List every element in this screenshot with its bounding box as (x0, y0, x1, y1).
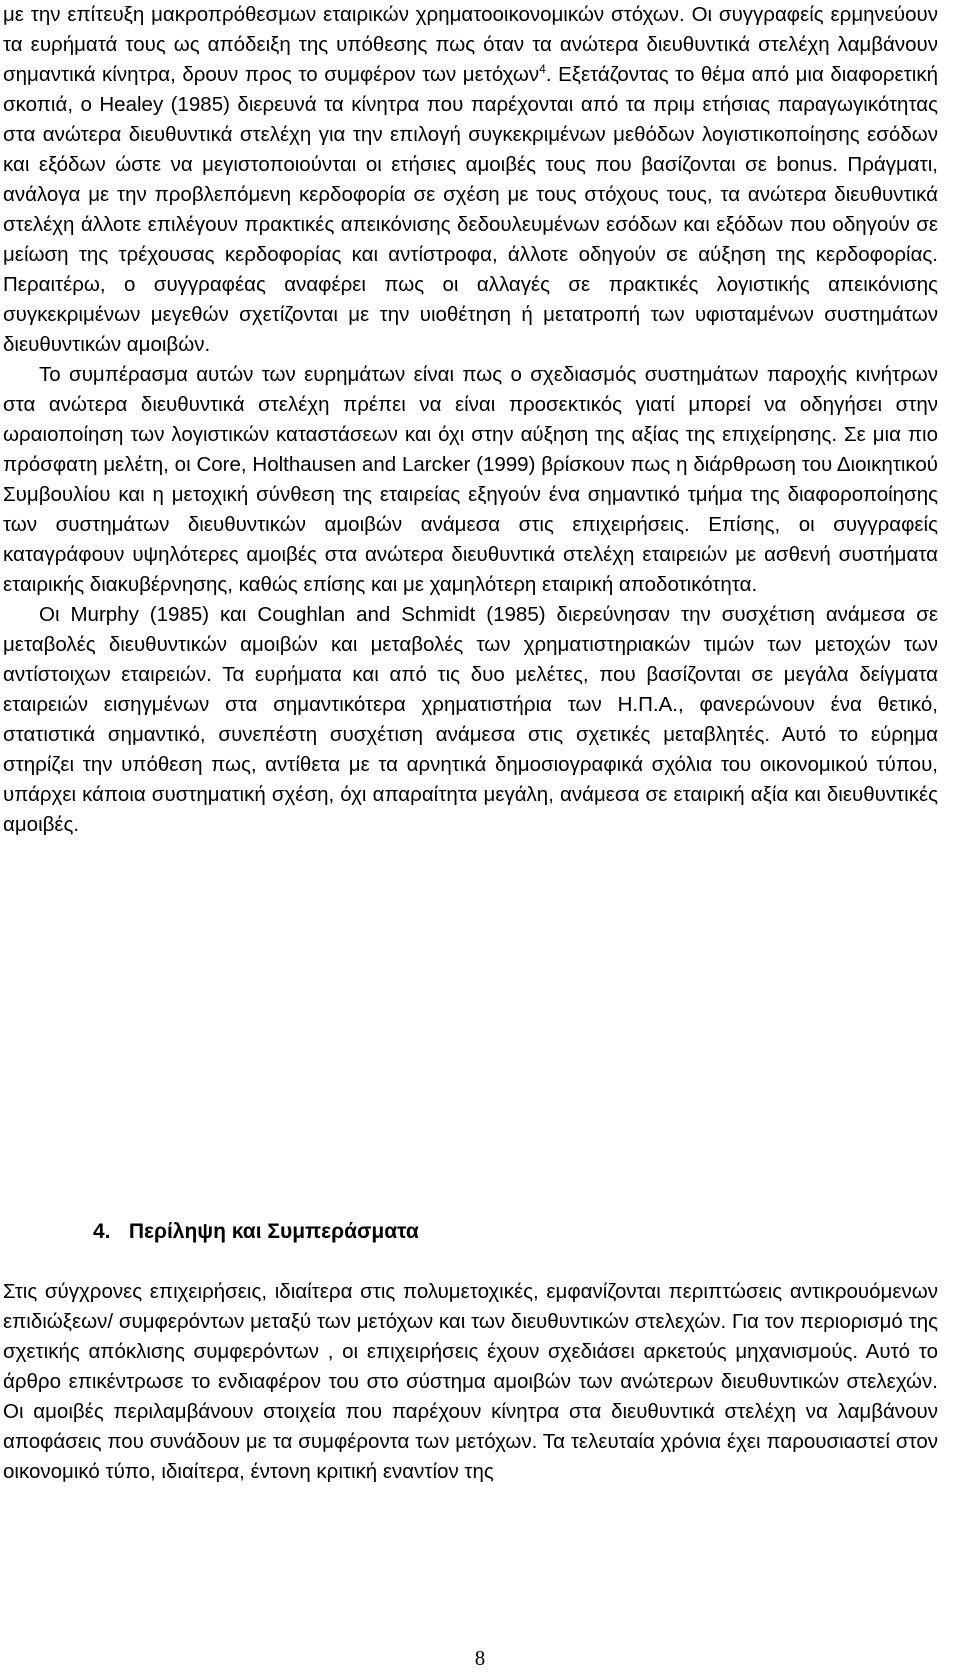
paragraph-conclusion: Το συμπέρασμα αυτών των ευρημάτων είναι πως ο σχεδιασμός συστημάτων παροχής κινήτρων στα ανώτερα διευθυντικά στελέχη πρέπει να είναι προσεκτικός γιατί μπορεί να οδηγήσει στην ωραιοποίηση των λογιστικών καταστάσεων και όχι στην αύξηση της αξίας της επιχείρησης. Σε μια πιο πρόσφατη μελέτη, οι Core, Holthausen and Larcker (1999) βρίσκουν πως η διάρθρωση του Διοικητικού Συμβουλίου και η μετοχική σύνθεση της εταιρείας εξηγούν ένα σημαντικό τμήμα της διαφοροποίησης των συστημάτων διευθυντικών αμοιβών ανάμεσα στις επιχειρήσεις. Επίσης, οι συγγραφείς καταγράφουν υψηλότερες αμοιβές στα ανώτερα διευθυντικά στελέχη εταιρειών με ασθενή συστήματα εταιρικής διακυβέρνησης, καθώς επίσης και με χαμηλότερη εταιρική αποδοτικότητα. (3, 363, 938, 596)
footnote-ref[interactable]: 4 (539, 62, 546, 77)
paragraph-intro-text-b: . Εξετάζοντας το θέμα από μια διαφορετική σκοπιά, ο Healey (1985) διερευνά τα κίνητρα που παρέχονται από τα πριμ ετήσιας παραγωγικότητας στα ανώτερα διευθυντικά στελέχη για την επιλογή συγκεκριμένων μεθόδων λογιστικοποίησης εσόδων και εξόδων ώστε να μεγιστοποιούνται οι ετήσιες αμοιβές τους που βασίζονται σε bonus. Πράγματι, ανάλογα με την προβλεπόμενη κερδοφορία σε σχέση με τους στόχους τους, τα ανώτερα διευθυντικά στελέχη άλλοτε επιλέγουν πρακτικές απεικόνισης δεδουλευμένων εσόδων και εξόδων που οδηγούν σε μείωση της τρέχουσας κερδοφορίας και αντίστροφα, άλλοτε οδηγούν σε αύξηση της κερδοφορίας. Περαιτέρω, ο συγγραφέας αναφέρει πως οι αλλαγές σε πρακτικές λογιστικής απεικόνισης συγκεκριμένων μεγεθών σχετίζονται με την υιοθέτηση ή μετατροπή των υφισταμένων συστημάτων διευθυντικών αμοιβών. (3, 63, 938, 356)
page-number: 8 (474, 1646, 486, 1670)
body-section-upper (3, 0, 938, 840)
paragraph-intro-text-a: με την επίτευξη μακροπρόθεσμων εταιρικών χρηματοοικονομικών στόχων. Οι συγγραφείς ερμηνεύουν τα ευρήματά τους ως απόδειξη της υπόθεσης πως όταν τα ανώτερα διευθυντικά στελέχη λαμβάνουν σημαντικά κίνητρα, δρουν προς το συμφέρον των μετόχων (3, 3, 938, 86)
section-heading (93, 1217, 419, 1247)
section-title: Περίληψη και Συμπεράσματα (128, 1220, 419, 1243)
section-number: 4. (93, 1220, 111, 1243)
body-section-summary (3, 1277, 938, 1487)
paragraph-intro (3, 0, 938, 360)
paragraph-summary: Στις σύγχρονες επιχειρήσεις, ιδιαίτερα στις πολυμετοχικές, εμφανίζονται περιπτώσεις αντικρουόμενων επιδιώξεων/ συμφερόντων μεταξύ των μετόχων και των διευθυντικών στελεχών. Για τον περιορισμό της σχετικής απόκλισης συμφερόντων , οι επιχειρήσεις έχουν σχεδιάσει αρκετούς μηχανισμούς. Αυτό το άρθρο επικέντρωσε το ενδιαφέρον του στο σύστημα αμοιβών των ανώτερων διευθυντικών στελεχών. Οι αμοιβές περιλαμβάνουν στοιχεία που παρέχουν κίνητρα στα διευθυντικά στελέχη να λαμβάνουν αποφάσεις που συνάδουν με τα συμφέροντα των μετόχων. Τα τελευταία χρόνια έχει παρουσιαστεί στον οικονομικό τύπο, ιδιαίτερα, έντονη κριτική εναντίον της (3, 1280, 938, 1483)
paragraph-murphy: Οι Murphy (1985) και Coughlan and Schmidt (1985) διερεύνησαν την συσχέτιση ανάμεσα σε μεταβολές διευθυντικών αμοιβών και μεταβολές των χρηματιστηριακών τιμών των μετοχών των αντίστοιχων εταιρειών. Τα ευρήματα και από τις δυο μελέτες, που βασίζονται σε μεγάλα δείγματα εταιρειών εισηγμένων στα σημαντικότερα χρηματιστήρια των Η.Π.Α., φανερώνουν ένα θετικό, στατιστικά σημαντικό, συνεπέστη συσχέτιση ανάμεσα στις σχετικές μεταβλητές. Αυτό το εύρημα στηρίζει την υπόθεση πως, αντίθετα με τα αρνητικά δημοσιογραφικά σχόλια του οικονομικού τύπου, υπάρχει κάποια συστηματική σχέση, όχι απαραίτητα μεγάλη, ανάμεσα σε εταιρική αξία και διευθυντικές αμοιβές. (3, 603, 938, 836)
